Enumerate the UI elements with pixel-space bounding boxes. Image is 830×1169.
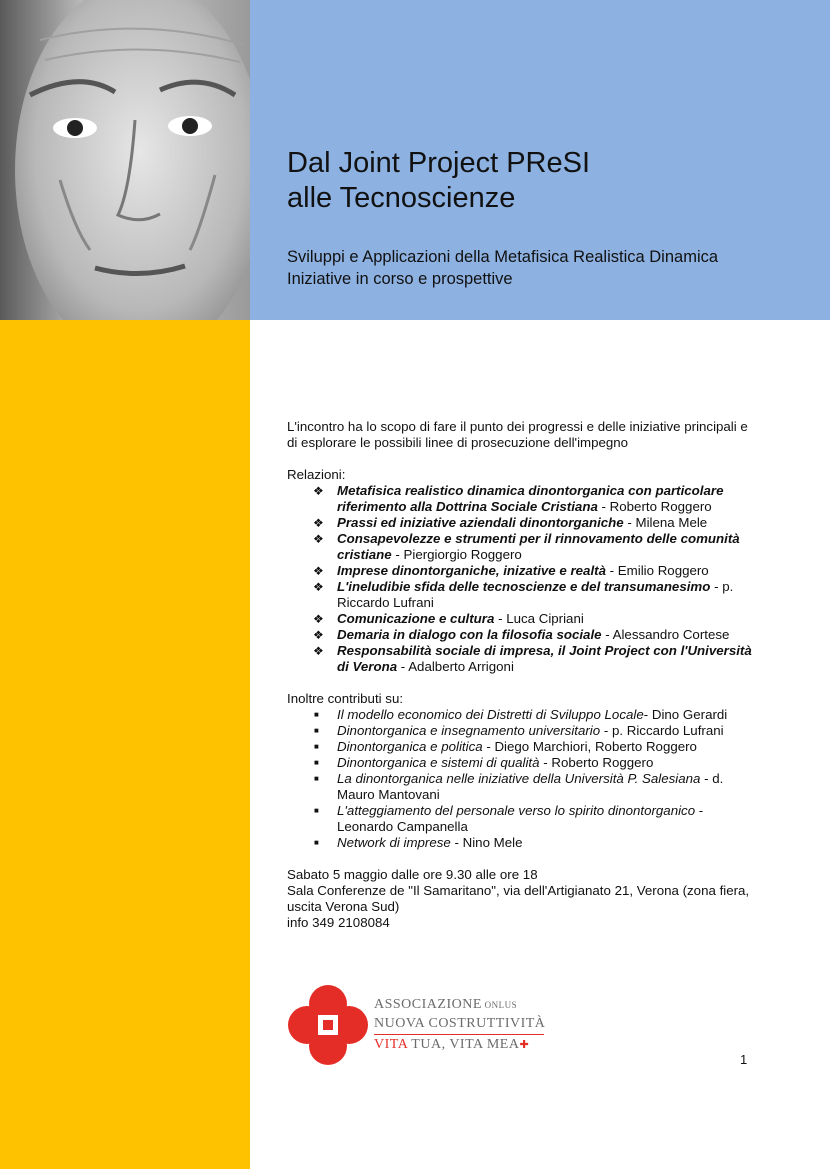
bullet-icon: ■ [314, 806, 319, 815]
item-speaker: - Piergiorgio Roggero [391, 547, 522, 562]
item-speaker: - p. Riccardo Lufrani [600, 723, 724, 738]
list-item [287, 611, 757, 627]
small-cross-icon: ✚ [519, 1039, 530, 1051]
item-topic: Il modello economico dei Distretti di Sviluppo Locale [337, 707, 644, 722]
logo-line-1: ASSOCIAZIONE ONLUS [374, 997, 518, 1012]
item-topic: Imprese dinontorganiche, inizative e realtà [337, 563, 606, 578]
event-date: Sabato 5 maggio dalle ore 9.30 alle ore 18 [287, 867, 538, 882]
item-speaker: - p. Riccardo Lufrani [337, 579, 734, 610]
bullet-icon: ■ [314, 726, 319, 735]
event-venue: Sala Conferenze de "Il Samaritano", via dell'Artigianato 21, Verona (zona fiera, uscita Verona Sud) [287, 883, 750, 914]
page-title [287, 146, 807, 216]
item-speaker: - Alessandro Cortese [601, 627, 730, 642]
page-subtitle [287, 246, 807, 290]
subtitle-line-2: Iniziative in corso e prospettive [287, 270, 513, 288]
item-speaker: - Milena Mele [623, 515, 708, 530]
item-topic: Dinontorganica e sistemi di qualità [337, 755, 540, 770]
page-number: 1 [740, 1052, 748, 1067]
bullet-icon: ❖ [313, 516, 324, 530]
item-speaker: - Dino Gerardi [643, 707, 728, 722]
item-speaker: - Diego Marchiori, Roberto Roggero [482, 739, 697, 754]
item-speaker: - Leonardo Campanella [337, 803, 704, 834]
bullet-icon: ■ [314, 838, 319, 847]
bullet-icon: ❖ [313, 564, 324, 578]
item-topic: Demaria in dialogo con la filosofia sociale [337, 627, 602, 642]
list-item [287, 643, 757, 675]
bullet-icon: ❖ [313, 612, 324, 626]
item-topic: Prassi ed iniziative aziendali dinontorganiche [337, 515, 624, 530]
list-item [287, 579, 757, 611]
item-speaker: - Roberto Roggero [539, 755, 654, 770]
logo-line-2: NUOVA COSTRUTTIVITÀ [374, 1016, 546, 1031]
side-band [0, 320, 250, 1169]
list-item [287, 627, 757, 643]
list-item [287, 835, 757, 851]
event-info: info 349 2108084 [287, 915, 390, 930]
subtitle-line-1: Sviluppi e Applicazioni della Metafisica Realistica Dinamica [287, 248, 719, 266]
bullet-icon: ■ [314, 758, 319, 767]
list-item [287, 707, 757, 723]
intro-paragraph: L'incontro ha lo scopo di fare il punto dei progressi e delle iniziative principali e di esplorare le possibili linee di prosecuzione dell'impegno [287, 419, 748, 450]
bullet-icon: ■ [314, 710, 319, 719]
bullet-icon: ■ [314, 742, 319, 751]
item-speaker: - Adalberto Arrigoni [397, 659, 514, 674]
association-logo [288, 985, 548, 1065]
document-body [287, 419, 757, 931]
contributi-list [287, 707, 757, 851]
cross-flower-icon [288, 985, 368, 1065]
logo-line-3: VITA TUA, VITA MEA✚ [374, 1037, 530, 1052]
list-item [287, 755, 757, 771]
logo-divider [374, 1034, 544, 1035]
item-topic: Responsabilità sociale di impresa, il Joint Project con l'Università di Verona [337, 643, 752, 674]
list-item [287, 563, 757, 579]
item-topic: Metafisica realistico dinamica dinontorganica con particolare riferimento alla Dottrina Sociale Cristiana [337, 483, 724, 514]
relazioni-heading: Relazioni: [287, 467, 346, 482]
list-item [287, 739, 757, 755]
list-item [287, 483, 757, 515]
title-line-1: Dal Joint Project PReSI [287, 147, 591, 179]
list-item [287, 803, 757, 835]
item-topic: La dinontorganica nelle iniziative della Università P. Salesiana [337, 771, 701, 786]
item-speaker: - Luca Cipriani [494, 611, 584, 626]
item-topic: L'atteggiamento del personale verso lo spirito dinontorganico [337, 803, 696, 818]
bullet-icon: ❖ [313, 644, 324, 658]
list-item [287, 723, 757, 739]
bullet-icon: ❖ [313, 532, 324, 546]
list-item [287, 515, 757, 531]
bullet-icon: ❖ [313, 484, 324, 498]
list-item [287, 531, 757, 563]
item-topic: L'ineludibie sfida delle tecnoscienze e del transumanesimo [337, 579, 711, 594]
title-line-2: alle Tecnoscienze [287, 182, 516, 214]
item-speaker: - d. Mauro Mantovani [337, 771, 724, 802]
item-speaker: - Emilio Roggero [605, 563, 709, 578]
portrait-photo [0, 0, 250, 320]
item-topic: Network di imprese [337, 835, 451, 850]
item-topic: Comunicazione e cultura [337, 611, 495, 626]
relazioni-list [287, 483, 757, 675]
bullet-icon: ■ [314, 774, 319, 783]
item-speaker: - Roberto Roggero [597, 499, 712, 514]
item-topic: Dinontorganica e politica [337, 739, 483, 754]
item-speaker: - Nino Mele [450, 835, 523, 850]
list-item [287, 771, 757, 803]
bullet-icon: ❖ [313, 628, 324, 642]
contributi-heading: Inoltre contributi su: [287, 691, 404, 706]
item-topic: Consapevolezze e strumenti per il rinnovamento delle comunità cristiane [337, 531, 740, 562]
item-topic: Dinontorganica e insegnamento universitario [337, 723, 601, 738]
bullet-icon: ❖ [313, 580, 324, 594]
